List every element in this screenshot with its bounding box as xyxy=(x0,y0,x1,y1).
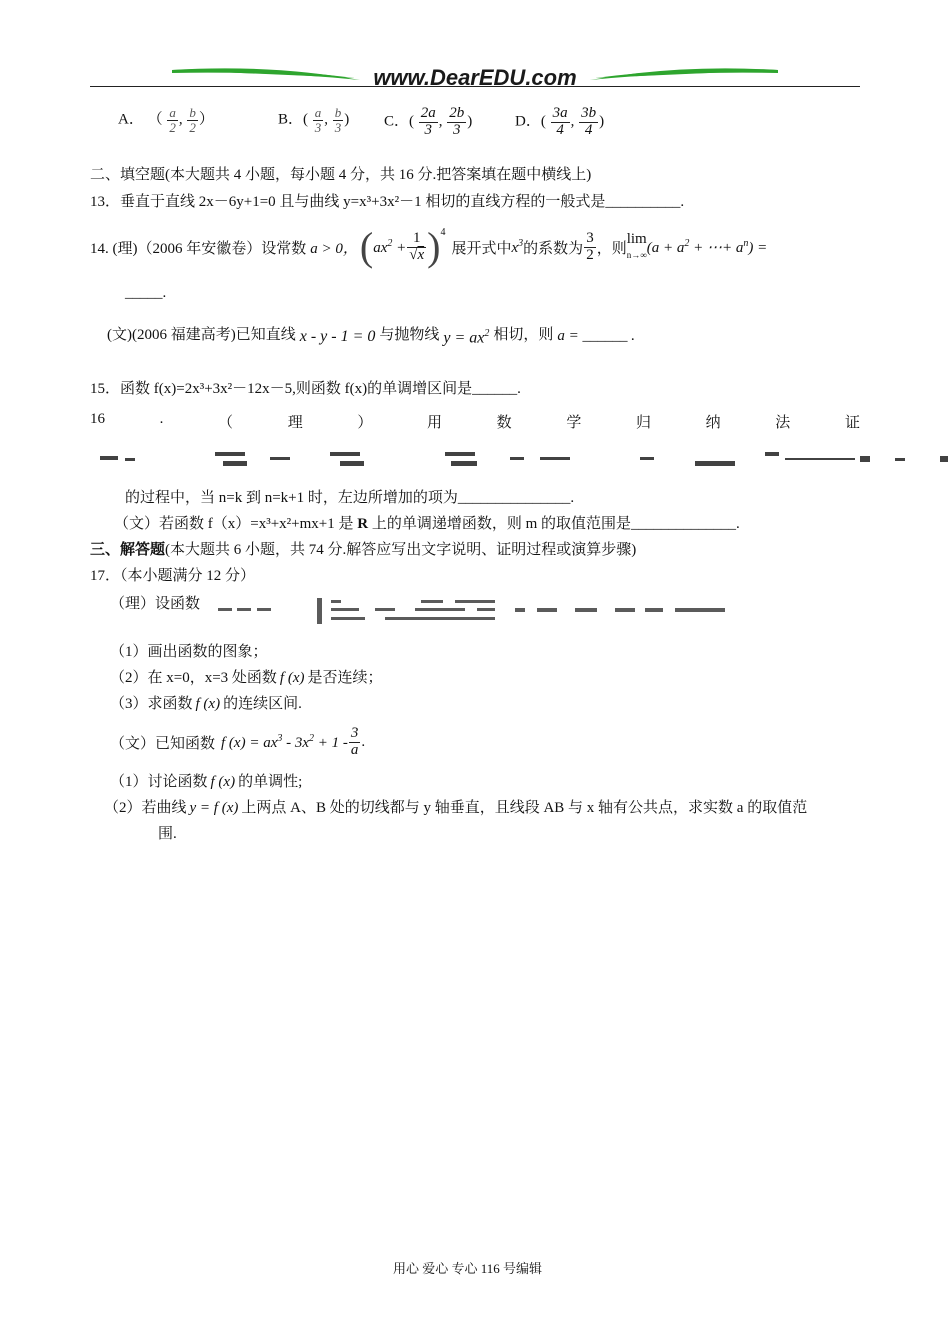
logo-text: www.DearEDU.com xyxy=(373,65,577,90)
option-d: D．( $\frac{3a}{4}$ , $\frac{3b}{4}$ ) xyxy=(515,105,605,138)
question-15: 15．函数 f(x)=2x³+3x²－12x－5,则函数 f(x)的单调增区间是______. xyxy=(90,381,521,397)
question-17-wen-step-2: （2）若曲线 y = f (x) 上两点 A、B 处的切线都与 y 轴垂直，且线段 AB 与 x 轴有公共点，求实数 a 的取值范 xyxy=(104,800,808,816)
binomial-expression: ( $ax^2$ + $\frac{1}{√x}$ ) $^4$ xyxy=(359,224,446,269)
question-14-wen: (文)(2006 福建高考)已知直线 x - y - 1 = 0 与抛物线 $y = ax^2$ 相切，则 a = ______ . xyxy=(107,326,636,347)
page-footer: 用心 爱心 专心 116 号编辑 xyxy=(393,1261,543,1276)
question-16-line2: 的过程中，当 n=k 到 n=k+1 时，左边所增加的项为_______________. xyxy=(125,490,575,506)
question-17-step-1: （1）画出函数的图象； xyxy=(110,644,268,660)
question-17-li-intro: （理）设函数 xyxy=(110,596,201,612)
question-17-wen-step-1: （1）讨论函数 f (x) 的单调性; xyxy=(110,774,303,790)
limit-expression: lim n→∞ ($a + a^2$ + ⋯+ $a^n$) = xyxy=(626,231,768,260)
blurred-piecewise-function xyxy=(215,596,735,626)
question-17-wen-step-2-cont: 围. xyxy=(158,826,177,842)
header-rule xyxy=(90,86,860,87)
question-14: 14. (理)（2006 年安徽卷）设常数 a > 0， ( $ax^2$ + $\frac{1}{√x}$ ) $^4$ 展开式中 $x^3$ 的系数为 $\frac{3}{2}$ ，则 lim n→∞ ($a + a^2$ + ⋯+ $a^n$) = xyxy=(90,224,768,269)
blurred-formula-strip xyxy=(95,444,950,470)
option-a: A． （ $\frac{a}{2}$ , $\frac{b}{2}$ ） xyxy=(118,105,214,135)
option-c: C．( $\frac{2a}{3}$ , $\frac{2b}{3}$ ) xyxy=(384,105,473,138)
question-17-step-3: （3）求函数 f (x) 的连续区间. xyxy=(110,696,302,712)
question-14-blank: _____. xyxy=(125,285,167,301)
question-17-title: 17．（本小题满分 12 分） xyxy=(90,568,256,584)
section-3-heading: 三、解答题(本大题共 6 小题，共 74 分.解答应写出文字说明、证明过程或演算步骤) xyxy=(90,542,637,558)
question-17-step-2: （2）在 x=0，x=3 处函数 f (x) 是否连续； xyxy=(110,670,383,686)
question-17-wen-intro: （文）已知函数 f $(x) = ax^3 - 3x^2 + 1$ - $\frac{3}{a}$ . xyxy=(110,724,366,758)
section-2-heading: 二、填空题(本大题共 4 小题，每小题 4 分，共 16 分.把答案填在题中横线上) xyxy=(90,167,592,183)
option-b: B．( $\frac{a}{3}$ , $\frac{b}{3}$ ) xyxy=(278,105,350,135)
question-16-wen: （文）若函数 f（x）=x³+x²+mx+1 是 R 上的单调递增函数，则 m 的取值范围是______________. xyxy=(114,516,740,532)
question-13: 13．垂直于直线 2x－6y+1=0 且与曲线 y=x³+3x²－1 相切的直线方程的一般式是__________. xyxy=(90,194,685,210)
question-16-line1: 16 . （ 理 ） 用 数 学 归 纳 法 证 xyxy=(90,411,860,431)
